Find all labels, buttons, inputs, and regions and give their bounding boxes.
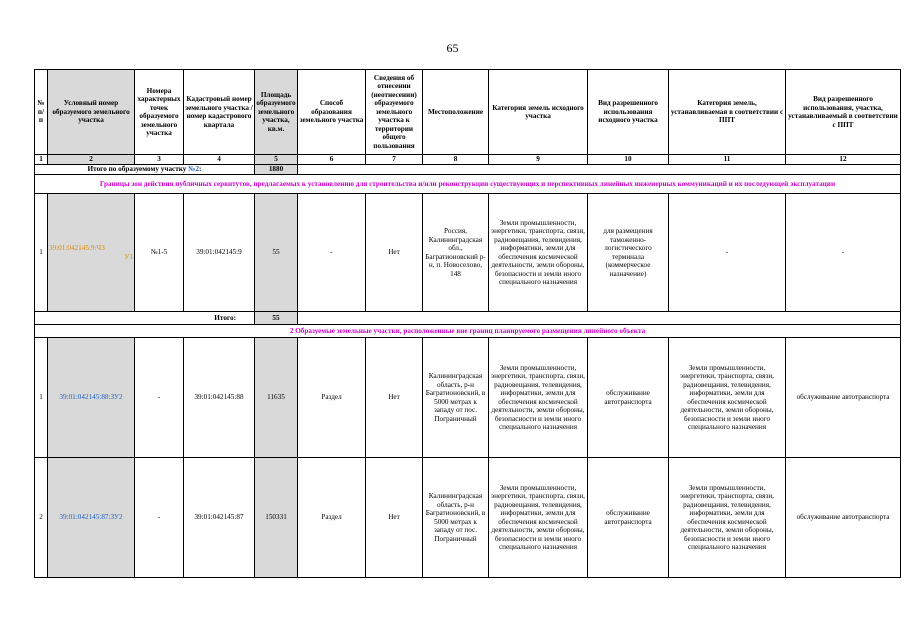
cadastral-number: 39:01:042145:87	[184, 458, 255, 578]
permitted-use-ppt: -	[786, 194, 901, 312]
table-row	[35, 458, 901, 578]
method: Раздел	[298, 458, 366, 578]
col-header-points: Номера характерных точек образуемого земельного участка	[135, 70, 184, 155]
permitted-use-ppt: обслуживание автотранспорта	[786, 338, 901, 458]
col-header-cadastral: Кадастровый номер земельного участка /номер кадастрового квартала	[184, 70, 255, 155]
area: 150331	[255, 458, 298, 578]
area: 55	[255, 194, 298, 312]
col-number: 12	[786, 155, 901, 165]
total-label: Итого:	[35, 312, 255, 325]
section2-title: 2 Образуемые земельные участки, расположенные вне границ планируемого размещения линейного объекта	[35, 325, 901, 338]
plot-id: 39:01:042145:88:ЗУ2	[48, 338, 135, 458]
empty-cell	[298, 165, 901, 175]
area: 11635	[255, 338, 298, 458]
land-category-ppt: Земли промышленности, энергетики, транспорта, связи, радиовещания, телевидения, информатики, земли для обеспечения космической деятельности, земли обороны, безопасности и земли иного специального назначения	[669, 338, 786, 458]
total-prev-label: Итого по образуемому участку №2:	[35, 165, 255, 175]
plot-id: 39:01:042145:9:ЧЗ У1	[48, 194, 135, 312]
permitted-use-ppt: обслуживание автотранспорта	[786, 458, 901, 578]
land-plots-table	[34, 69, 901, 578]
header-row	[35, 70, 901, 155]
col-number: 9	[489, 155, 588, 165]
row-number: 1	[35, 338, 48, 458]
public-use: Нет	[366, 194, 423, 312]
col-header-category-ppt: Категория земель, устанавливаемая в соответствии с ППТ	[669, 70, 786, 155]
total-prev-link[interactable]: №2	[188, 165, 200, 174]
col-header-public: Сведения об отнесении (неотнесении) образуемого земельного участка к территории общего пользования	[366, 70, 423, 155]
col-number: 7	[366, 155, 423, 165]
col-header-location: Местоположение	[423, 70, 489, 155]
land-category: Земли промышленности, энергетики, транспорта, связи, радиовещания, телевидения, информатики, земли для обеспечения космической деятельности, земли обороны, безопасности и земли иного специального назначения	[489, 194, 588, 312]
section1-title: Границы зон действия публичных сервитутов, предлагаемых к установлению для строительства и/или реконструкции существующих и перспективных линейных инженерных коммуникаций и их последующей эксплуатации	[35, 175, 901, 194]
col-number: 10	[588, 155, 669, 165]
col-number: 4	[184, 155, 255, 165]
public-use: Нет	[366, 338, 423, 458]
permitted-use: для размещения таможенно-логистического терминала (коммерческое назначение)	[588, 194, 669, 312]
permitted-use: обслуживание автотранспорта	[588, 338, 669, 458]
cadastral-number: 39:01:042145:88	[184, 338, 255, 458]
col-header-method: Способ образования земельного участка	[298, 70, 366, 155]
col-number: 5	[255, 155, 298, 165]
land-category-ppt: -	[669, 194, 786, 312]
public-use: Нет	[366, 458, 423, 578]
land-category: Земли промышленности, энергетики, транспорта, связи, радиовещания, телевидения, информатики, земли для обеспечения космической деятельности, земли обороны, безопасности и земли иного специального назначения	[489, 338, 588, 458]
col-header-use-ppt: Вид разрешенного использования, участка, устанавливаемый в соответствии с ППТ	[786, 70, 901, 155]
row-number: 2	[35, 458, 48, 578]
col-header-area: Площадь образуемого земельного участка, кв.м.	[255, 70, 298, 155]
col-header-n: № п/п	[35, 70, 48, 155]
table-row	[35, 194, 901, 312]
location: Калининградская область, р-н Багратионовский, в 5000 метрах к западу от пос. Пограничный	[423, 458, 489, 578]
col-number: 8	[423, 155, 489, 165]
col-number: 11	[669, 155, 786, 165]
section1-title-row	[35, 175, 901, 194]
points: -	[135, 458, 184, 578]
permitted-use: обслуживание автотранспорта	[588, 458, 669, 578]
method: -	[298, 194, 366, 312]
method: Раздел	[298, 338, 366, 458]
col-header-use: Вид разрешенного использования исходного участка	[588, 70, 669, 155]
col-header-category: Категория земель исходного участка	[489, 70, 588, 155]
col-header-id: Условный номер образуемого земельного участка	[48, 70, 135, 155]
location: Россия, Калининградская обл., Багратионовский р-н, п. Новоселово, 148	[423, 194, 489, 312]
total-prev-value: 1880	[255, 165, 298, 175]
table-row	[35, 338, 901, 458]
land-category: Земли промышленности, энергетики, транспорта, связи, радиовещания, телевидения, информатики, земли для обеспечения космической деятельности, земли обороны, безопасности и земли иного специального назначения	[489, 458, 588, 578]
plot-id: 39:01:042145:87:ЗУ2	[48, 458, 135, 578]
col-number: 6	[298, 155, 366, 165]
page-number: 65	[446, 41, 459, 55]
location: Калининградская область, р-н Багратионовский, в 5000 метрах к западу от пос. Пограничный	[423, 338, 489, 458]
col-number: 2	[48, 155, 135, 165]
land-category-ppt: Земли промышленности, энергетики, транспорта, связи, радиовещания, телевидения, информатики, земли для обеспечения космической деятельности, земли обороны, безопасности и земли иного специального назначения	[669, 458, 786, 578]
column-number-row	[35, 155, 901, 165]
cadastral-number: 39:01:042145:9	[184, 194, 255, 312]
col-number: 1	[35, 155, 48, 165]
total-value: 55	[255, 312, 298, 325]
col-number: 3	[135, 155, 184, 165]
total-row	[35, 312, 901, 325]
row-number: 1	[35, 194, 48, 312]
section2-title-row	[35, 325, 901, 338]
points: №1-5	[135, 194, 184, 312]
points: -	[135, 338, 184, 458]
total-prev-row	[35, 165, 901, 175]
empty-cell	[298, 312, 901, 325]
